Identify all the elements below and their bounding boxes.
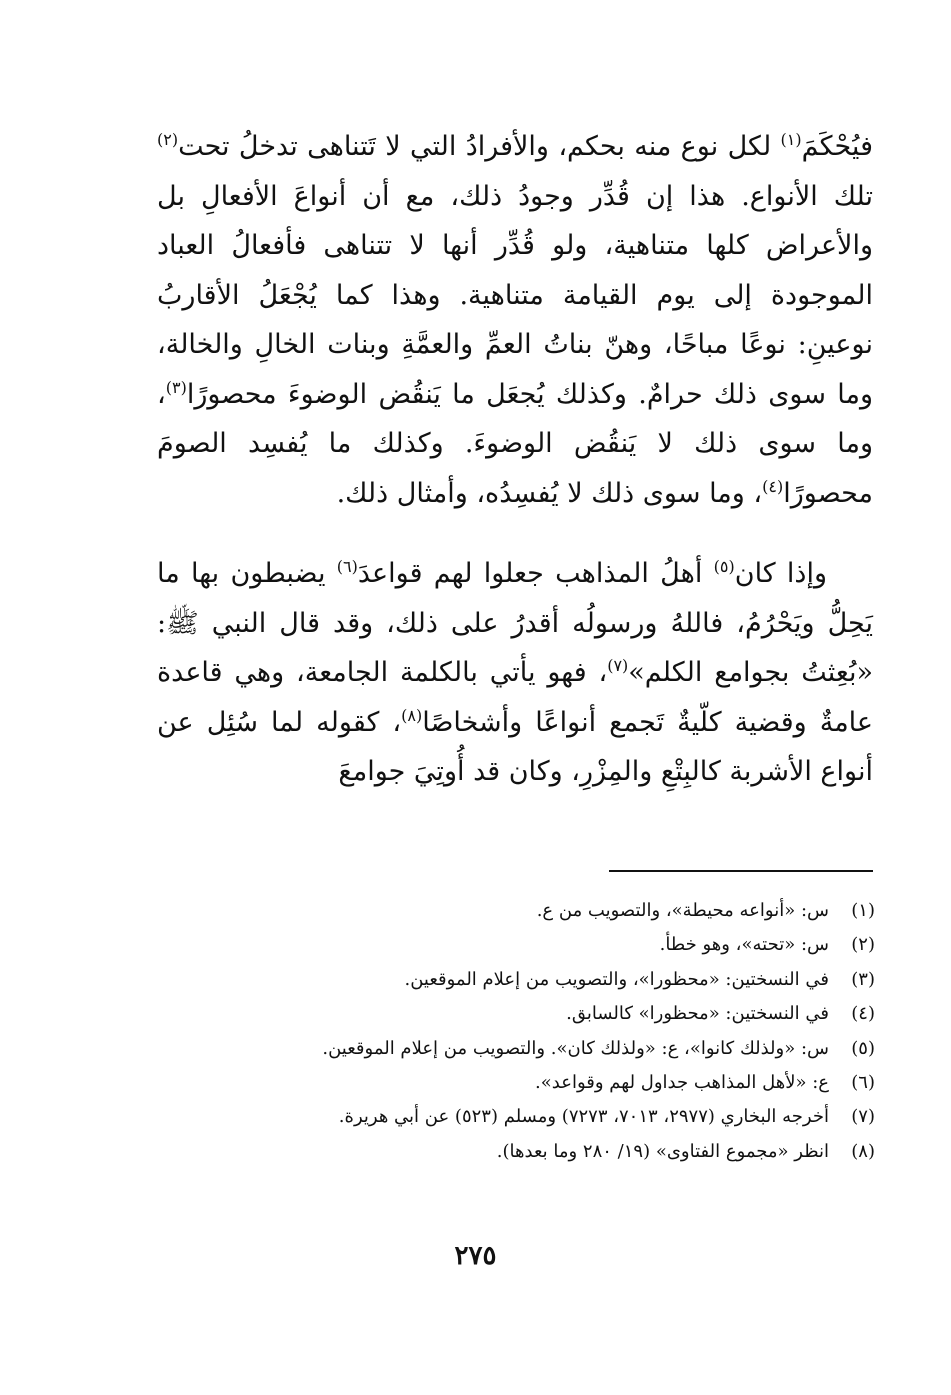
footnote-number: (٥) [851,1037,875,1059]
footnote-text: انظر «مجموع الفتاوى» (١٩/ ٢٨٠ وما بعدها). [496,1140,829,1162]
body-paragraph [157,122,873,518]
body-paragraph [157,549,873,797]
footnote-item [155,1032,875,1066]
footnote-reference: (٦) [336,557,358,576]
footnote-number: (٢) [851,934,875,956]
footnote-item [155,928,875,962]
footnote-item [155,1066,875,1100]
footnote-item [155,1100,875,1134]
footnote-reference: (٣) [165,377,187,397]
text-segment: فيُحْكَمَ [801,131,873,162]
footnote-text: في النسختين: «محظورا»، والتصويب من إعلام الموقعين. [404,968,829,990]
footnote-reference: (٨) [401,705,423,725]
footnote-reference: (٥) [713,557,735,576]
main-text [157,122,873,797]
text-segment: لكل نوع منه بحكم، والأفرادُ التي لا تَتناهى تدخلُ تحت [178,131,781,162]
footnote-reference: (٧) [607,656,629,675]
footnote-number: (٧) [851,1106,875,1128]
footnote-text: س: «ولذلك كانوا»، ع: «ولذلك كان». والتصويب من إعلام الموقعين. [322,1037,829,1059]
text-segment: ، فهو يأتي بالكلمة الجامعة، وهي قاعدة عامةٌ وقضية كلّيةٌ تَجمع أنواعًا وأشخاصًا [157,657,873,738]
footnote-item [155,997,875,1031]
text-segment: ، وما سوى ذلك لا يُفسِدُه، وأمثال ذلك. [336,477,763,509]
footnote-separator [609,870,873,872]
footnote-text: ع: «لأهل المذاهب جداول لهم وقواعد». [535,1072,829,1094]
footnote-reference: (٢) [157,130,179,149]
footnote-number: (١) [851,900,875,921]
footnote-reference: (١) [780,130,802,149]
text-segment: ، وما سوى ذلك لا يَنقُض الوضوءَ. وكذلك ما يُفسِد الصومَ محصورًا [157,378,873,509]
text-segment: تلك الأنواع. هذا إن قُدِّر وجودُ ذلك، مع أن أنواعَ الأفعالِ بل والأعراض كلها متناهية، ولو قُدِّر أنها لا تتناهى فأفعالُ العباد الموجودة إلى يوم القيامة متناهية. وهذا كما يُجْعَلُ الأقاربُ نوعينِ: نوعًا مباحًا، وهنّ بناتُ العمِّ والعمَّةِ وبنات الخالِ والخالة، وما سوى ذلك حرامٌ. وكذلك يُجعَل ما يَنقُض الوضوءَ محصورًا [157,180,873,410]
page-number: ٢٧٥ [454,1241,497,1271]
text-segment: أهلُ المذاهب جعلوا لهم قواعدَ [357,558,714,589]
footnote-number: (٤) [851,1003,875,1025]
text-segment: يضبطون بها ما يَحِلُّ ويَحْرُمُ، فاللهُ ورسولُه أقدرُ على ذلك، وقد قال النبي ﷺ: «بُعِثتُ بجوامع الكلم» [157,558,873,688]
footnote-text: في النسختين: «محظورا» كالسابق. [566,1003,829,1025]
footnote-item [155,894,875,928]
text-segment: وإذا كان [734,558,827,589]
footnotes-list [155,894,875,1169]
footnote-text: س: «تحته»، وهو خطأ. [659,934,829,956]
footnote-reference: (٤) [762,476,784,496]
footnote-item [155,1135,875,1169]
footnote-item [155,963,875,997]
footnote-number: (٦) [851,1072,875,1094]
footnote-text: س: «أنواعه محيطة»، والتصويب من ع. [536,900,829,921]
text-segment: ، كقوله لما سُئِل عن أنواع الأشربة كالبِتْعِ والمِزْرِ، وكان قد أُوتِيَ جوامعَ [157,706,873,787]
footnote-number: (٣) [851,968,875,990]
footnote-text: أخرجه البخاري (٢٩٧٧، ٧٠١٣، ٧٢٧٣) ومسلم (٥٢٣) عن أبي هريرة. [338,1106,829,1128]
footnote-number: (٨) [851,1140,875,1162]
